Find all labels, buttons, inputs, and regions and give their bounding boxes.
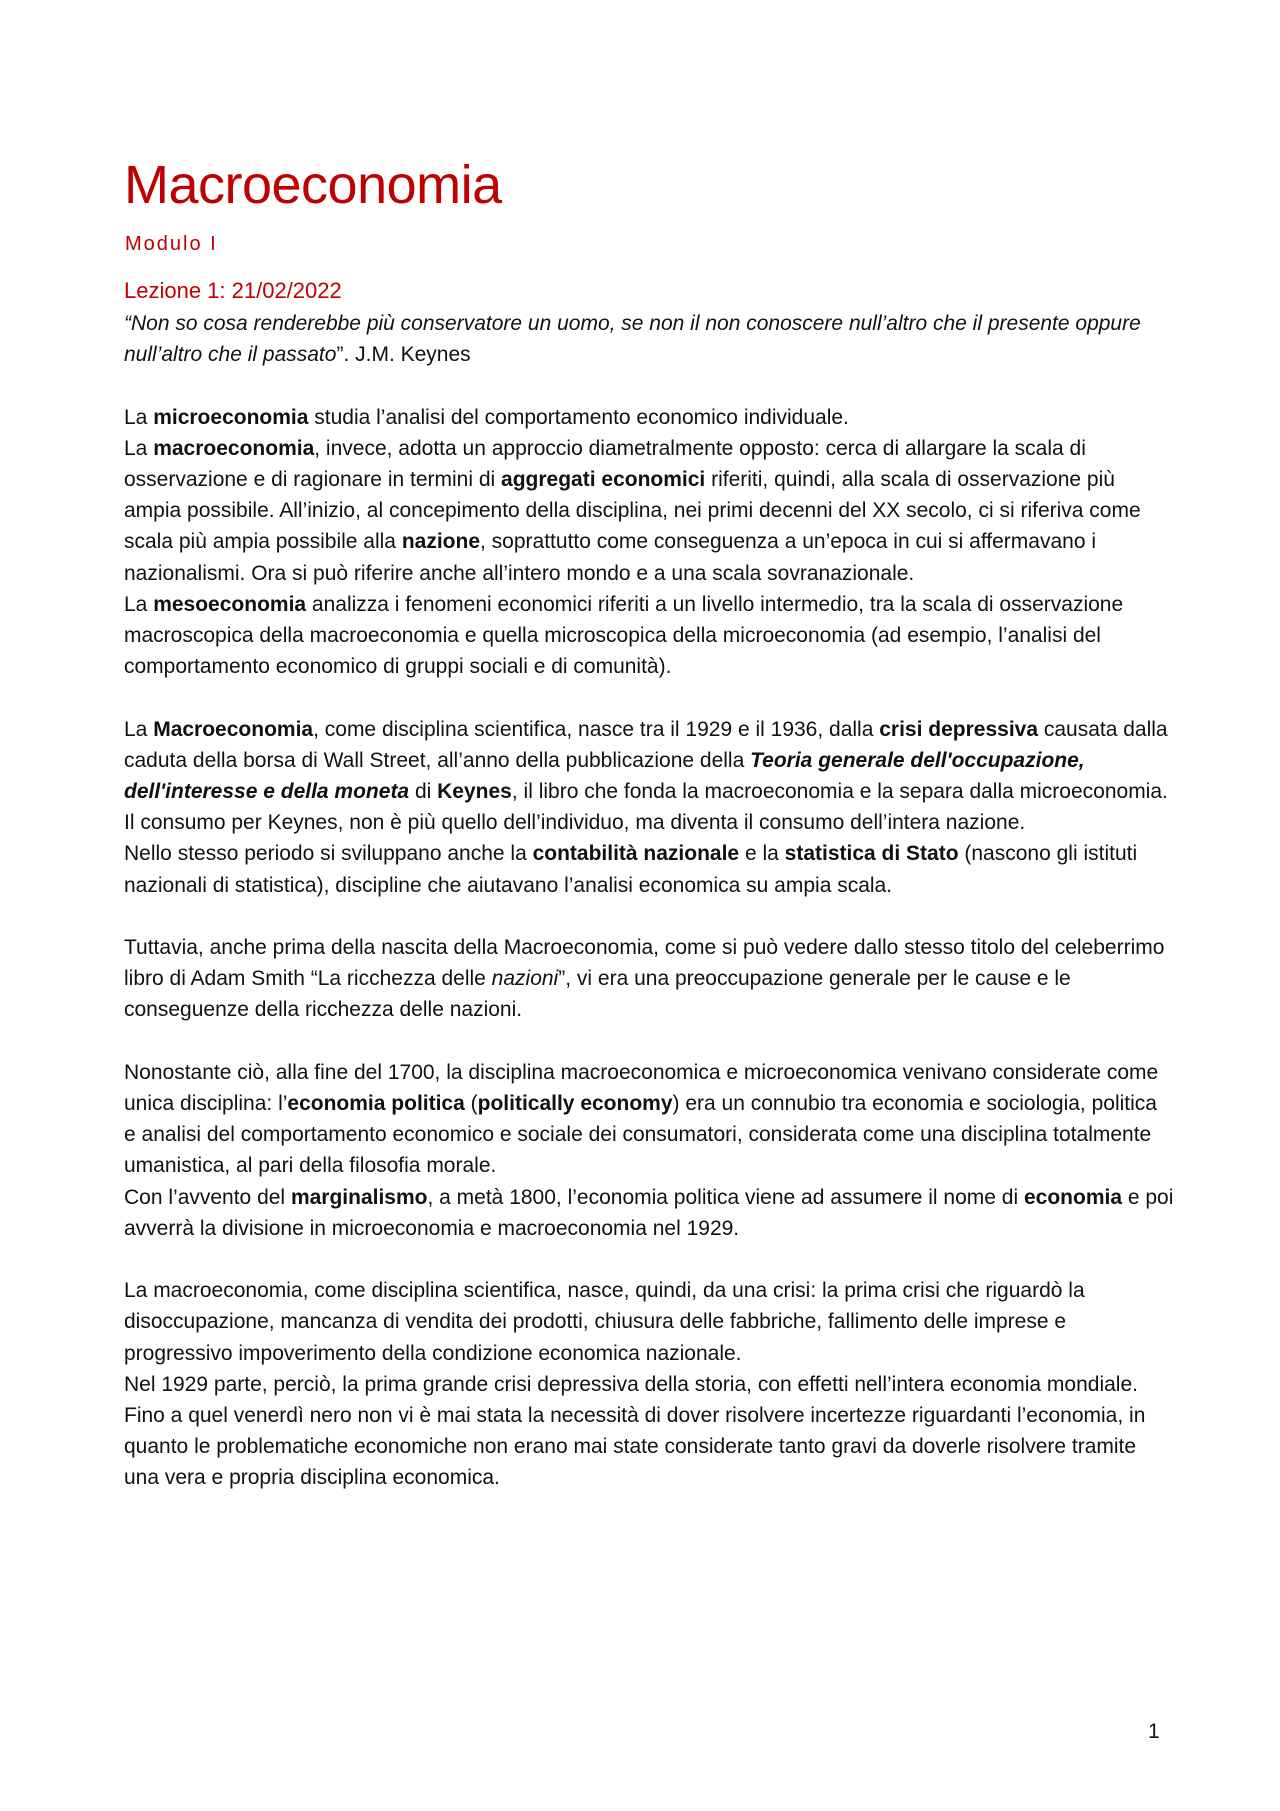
term-macroeconomia-cap: Macroeconomia xyxy=(153,717,314,741)
module-subtitle: Modulo I xyxy=(125,233,218,255)
quote-text: “Non so cosa renderebbe più conservatore un uomo, se non il non conoscere null’altro che il presente oppure null’altro che il passato xyxy=(124,312,1141,367)
document-title: Macroeconomia xyxy=(124,155,502,215)
document-body xyxy=(124,308,1174,1525)
term-nazioni: nazioni xyxy=(491,967,559,991)
term-crisi-depressiva: crisi depressiva xyxy=(879,717,1039,741)
book-title-teoria-generale: Teoria generale dell'occupazione, dell'interesse e della moneta xyxy=(124,748,1085,804)
term-macroeconomia: macroeconomia xyxy=(153,436,315,460)
term-statistica-di-stato: statistica di Stato xyxy=(784,842,959,866)
term-contabilita-nazionale: contabilità nazionale xyxy=(532,842,740,866)
paragraph-economia-politica xyxy=(124,1057,1174,1244)
term-keynes: Keynes xyxy=(437,780,512,804)
sentence-contabilita: Nello stesso periodo si sviluppano anche la contabilità nazionale e la statistica di Stato (nascono gli istituti nazionali di statistica), discipline che aiutavano l’analisi economica su ampia scala. xyxy=(124,842,1138,897)
sentence-mesoeconomia: La mesoeconomia analizza i fenomeni economici riferiti a un livello intermedio, tra la scala di osservazione macroscopica della macroeconomia e quella microscopica della microeconomia (ad esempio, l’analisi del comportamento economico di gruppi sociali e di comunità). xyxy=(124,592,1124,679)
quote-close: ”. xyxy=(336,343,356,367)
sentence-venerdi-nero: Fino a quel venerdì nero non vi è mai stata la necessità di dover risolvere incertezze riguardanti l’economia, in quanto le problematiche economiche non erano mai state considerate tanto gravi da doverle risolvere tramite una vera e propria disciplina economica. xyxy=(124,1404,1146,1490)
paragraph-origins xyxy=(124,714,1174,901)
page-number: 1 xyxy=(1148,1720,1160,1743)
quote-author: J.M. Keynes xyxy=(355,343,471,367)
term-aggregati-economici: aggregati economici xyxy=(501,468,706,491)
sentence-marginalismo: Con l’avvento del marginalismo, a metà 1800, l’economia politica viene ad assumere il nome di economia e poi avverrà la divisione in microeconomia e macroeconomia nel 1929. xyxy=(124,1185,1174,1240)
keynes-quote xyxy=(124,308,1174,370)
sentence-1929: Nel 1929 parte, perciò, la prima grande crisi depressiva della storia, con effetti nell’intera economia mondiale. xyxy=(124,1372,1138,1396)
sentence-birth: La Macroeconomia, come disciplina scientifica, nasce tra il 1929 e il 1936, dalla crisi depressiva causata dalla caduta della borsa di Wall Street, all’anno della pubblicazione della Teoria generale dell'occupazione, dell'interesse e della moneta di Keynes, il libro che fonda la macroeconomia e la separa dalla microeconomia. Il consumo per Keynes, non è più quello dell’individuo, ma diventa il consumo dell’intera nazione. xyxy=(124,717,1168,835)
term-nazione: nazione xyxy=(401,530,481,554)
term-politically-economy: politically economy xyxy=(477,1092,673,1116)
paragraph-definitions xyxy=(124,402,1174,683)
term-microeconomia: microeconomia xyxy=(153,405,309,429)
sentence-macroeconomia: La macroeconomia, invece, adotta un approccio diametralmente opposto: cerca di allargare la scala di osservazione e di ragionare in termini di aggregati economici riferiti, quindi, alla scala di osservazione più ampia possibile. All’inizio, al concepimento della disciplina, nei primi decenni del XX secolo, ci si riferiva come scala più ampia possibile alla nazione, soprattutto come conseguenza a un’epoca in cui si affermavano i nazionalismi. Ora si può riferire anche all’intero mondo e a una scala sovranazionale. xyxy=(124,436,1141,585)
paragraph-crisi-1929 xyxy=(124,1275,1174,1493)
sentence-economia-politica: Nonostante ciò, alla fine del 1700, la disciplina macroeconomica e microeconomica venivano considerate come unica disciplina: l’economia politica (politically economy) era un connubio tra economia e sociologia, politica e analisi del comportamento economico e sociale dei consumatori, considerata come una disciplina totalmente umanistica, al pari della filosofia morale. xyxy=(124,1060,1159,1178)
sentence-crisi: La macroeconomia, come disciplina scientifica, nasce, quindi, da una crisi: la prima crisi che riguardò la disoccupazione, mancanza di vendita dei prodotti, chiusura delle fabbriche, fallimento delle imprese e progressivo impoverimento della condizione economica nazionale. xyxy=(124,1279,1085,1365)
term-economia: economia xyxy=(1023,1185,1123,1209)
term-mesoeconomia: mesoeconomia xyxy=(153,592,307,616)
lesson-heading: Lezione 1: 21/02/2022 xyxy=(124,278,342,303)
term-marginalismo: marginalismo xyxy=(290,1185,428,1209)
paragraph-adam-smith: Tuttavia, anche prima della nascita della Macroeconomia, come si può vedere dallo stesso titolo del celeberrimo libro di Adam Smith “La ricchezza delle nazioni”, vi era una preoccupazione generale per le cause e le conseguenze della ricchezza delle nazioni. xyxy=(124,936,1165,1022)
sentence-microeconomia: La microeconomia studia l’analisi del comportamento economico individuale. xyxy=(124,405,849,429)
term-economia-politica: economia politica xyxy=(287,1092,465,1116)
